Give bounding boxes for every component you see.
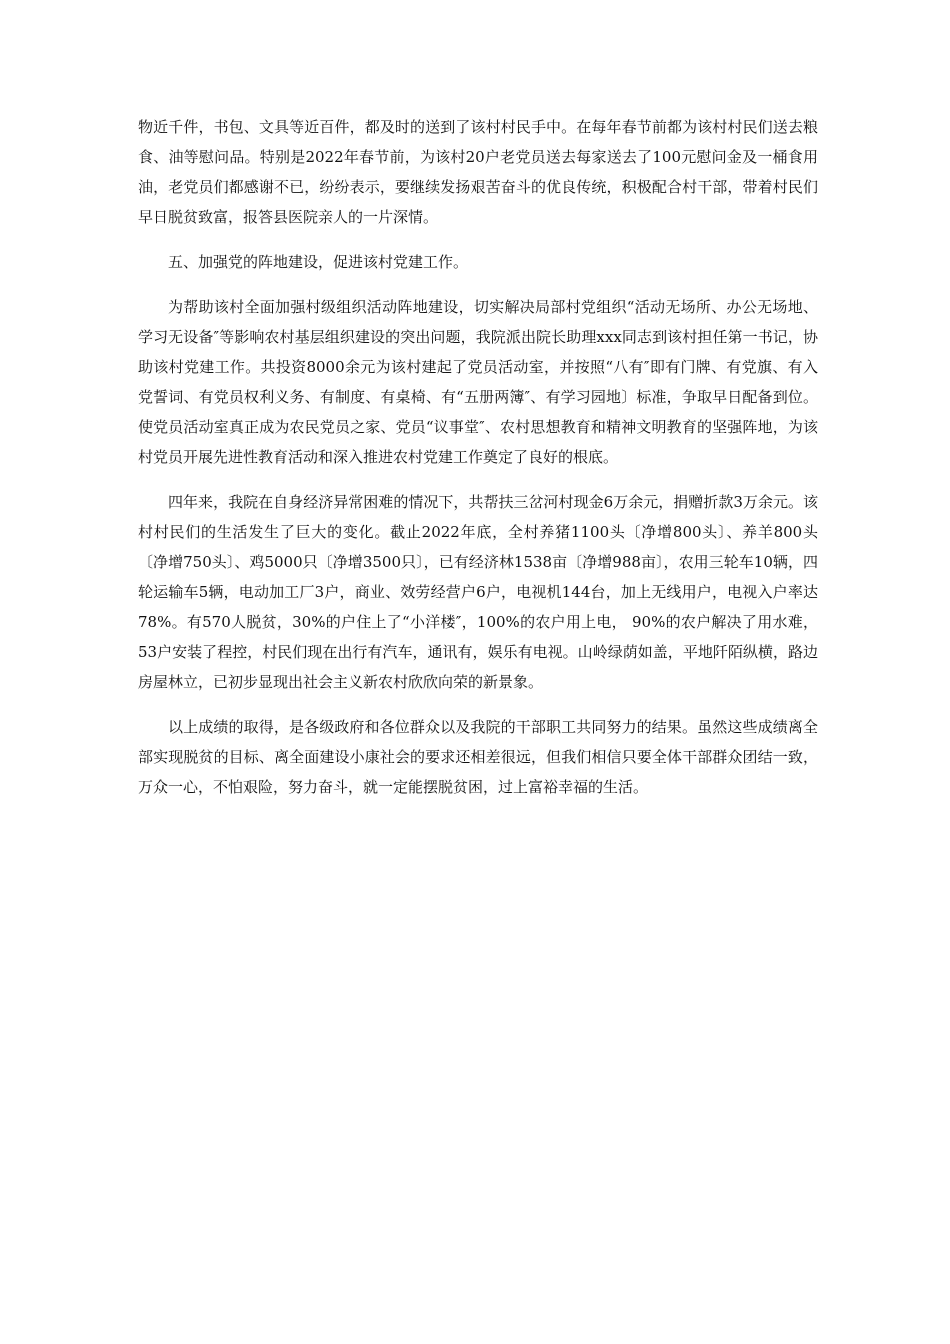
paragraph-relief-supplies: 物近千件，书包、文具等近百件，都及时的送到了该村村民手中。在每年春节前都为该村村民们送去粮食、油等慰问品。特别是2022年春节前，为该村20户老党员送去每家送去了100元慰问金及一桶食用油，老党员们都感谢不已，纷纷表示，要继续发扬艰苦奋斗的优良传统，积极配合村干部，带着村民们早日脱贫致富，报答县医院亲人的一片深情。 bbox=[138, 118, 818, 226]
paragraph-conclusion: 以上成绩的取得，是各级政府和各位群众以及我院的干部职工共同努力的结果。虽然这些成绩离全部实现脱贫的目标、离全面建设小康社会的要求还相差很远，但我们相信只要全体干部群众团结一致，万众一心，不怕艰险，努力奋斗，就一定能摆脱贫困，过上富裕幸福的生活。 bbox=[138, 718, 818, 796]
paragraph-four-year-results: 四年来，我院在自身经济异常困难的情况下，共帮扶三岔河村现金6万余元，捐赠折款3万余元。该村村民们的生活发生了巨大的变化。截止2022年底，全村养猪1100头〔净增800头〕、养羊800头〔净增750头〕、鸡5000只〔净增3500只〕，已有经济林1538亩〔净增988亩〕，农用三轮车10辆，四轮运输车5辆，电动加工厂3户，商业、效劳经营户6户，电视机144台，加上无线用户，电视入户率达78%。有570人脱贫，30%的户住上了“小洋楼″，100%的农户用上电， 90%的农户解决了用水难，53户安装了程控，村民们现在出行有汽车，通讯有，娱乐有电视。山岭绿荫如盖，平地阡陌纵横，路边房屋林立，已初步显现出社会主义新农村欣欣向荣的新景象。 bbox=[138, 493, 818, 691]
section-heading-party-building: 五、加强党的阵地建设，促进该村党建工作。 bbox=[168, 253, 469, 271]
paragraph-party-activity-room: 为帮助该村全面加强村级组织活动阵地建设，切实解决局部村党组织“活动无场所、办公无场地、学习无设备″等影响农村基层组织建设的突出问题，我院派出院长助理xxx同志到该村担任第一书记，协助该村党建工作。共投资8000余元为该村建起了党员活动室，并按照“八有″即有门牌、有党旗、有入党誓词、有党员权利义务、有制度、有桌椅、有“五册两簿″、有学习园地〕标准，争取早日配备到位。使党员活动室真正成为农民党员之家、党员“议事堂″、农村思想教育和精神文明教育的坚强阵地，为该村党员开展先进性教育活动和深入推进农村党建工作奠定了良好的根底。 bbox=[138, 298, 818, 466]
document-body bbox=[138, 112, 818, 817]
